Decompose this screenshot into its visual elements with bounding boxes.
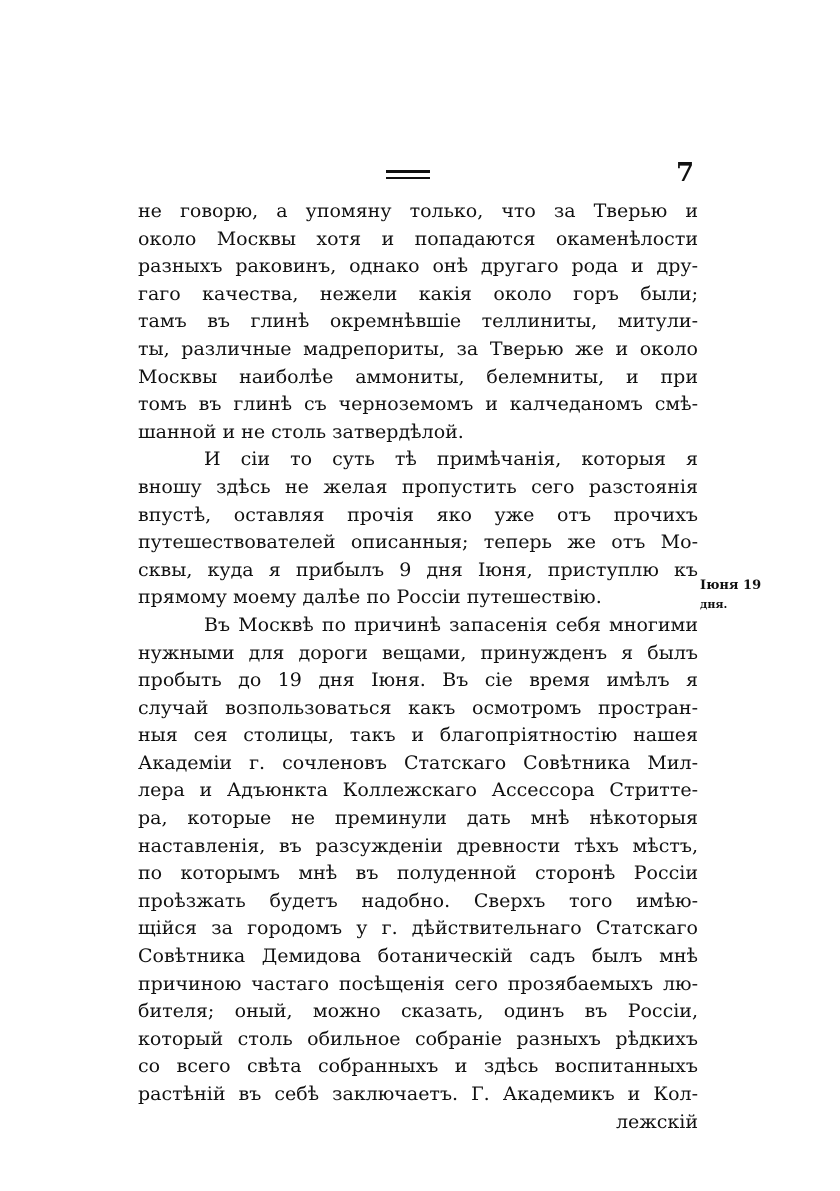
text-line: шанной и не столь затвердѣлой.: [138, 420, 464, 443]
text-line: Совѣтника Демидова ботаническій садъ былъ мнѣ: [138, 945, 698, 968]
text-line: нужными для дороги вещами, принужденъ я былъ: [138, 641, 698, 664]
text-line: причиною частаго посѣщенія сего прозябаемыхъ лю-: [138, 972, 698, 995]
text-line: гаго качества, нежели какія около горъ были;: [138, 282, 698, 305]
text-line: томъ въ глинѣ съ черноземомъ и калчеданомъ смѣ-: [138, 393, 698, 416]
text-line: сквы, куда я прибылъ 9 дня Іюня, приступлю къ: [138, 558, 698, 581]
text-line: проѣзжать будетъ надобно. Сверхъ того имѣю-: [138, 889, 698, 912]
text-line: прямому моему далѣе по Россіи путешествію.: [138, 586, 602, 609]
page-number: 7: [676, 158, 695, 188]
text-line: путешествователей описанныя; теперь же отъ Мо-: [138, 531, 698, 554]
text-line: не говорю, а упомяну только, что за Тверью и: [138, 200, 698, 222]
header-ornament-rule: [386, 170, 430, 179]
text-line: со всего свѣта собранныхъ и здѣсь воспитанныхъ: [138, 1055, 698, 1078]
margin-note-date-suffix: дня.: [700, 598, 728, 611]
body-text: [138, 198, 698, 1136]
text-line: ныя сея столицы, такъ и благопріятностію нашея: [138, 724, 698, 747]
text-line: бителя; оный, можно сказать, одинъ въ Россіи,: [138, 1000, 698, 1023]
margin-note-date: Iюня 19: [700, 578, 762, 593]
text-line: И сіи то суть тѣ примѣчанія, которыя я: [204, 448, 698, 471]
text-line: щійся за городомъ у г. дѣйствительнаго Статскаго: [138, 917, 698, 940]
text-line: растѣній въ себѣ заключаетъ. Г. Академикъ и Кол-: [138, 1083, 698, 1105]
text-line: пробыть до 19 дня Іюня. Въ сіе время имѣлъ я: [138, 669, 698, 692]
text-line: Москвы наиболѣе аммониты, белемниты, и при: [138, 365, 698, 388]
text-line: наставленія, въ разсужденіи древности тѣхъ мѣстъ,: [138, 834, 698, 857]
text-line: впустѣ, оставляя прочія яко уже отъ прочихъ: [138, 503, 698, 526]
text-line: Въ Москвѣ по причинѣ запасенія себя многими: [204, 613, 698, 636]
text-line: разныхъ раковинъ, однако онѣ другаго рода и дру-: [138, 255, 698, 278]
text-line: тамъ въ глинѣ окремнѣвшіе теллиниты, митули-: [138, 310, 698, 333]
text-line: ра, которые не преминули дать мнѣ нѣкоторыя: [138, 807, 698, 830]
text-line: вношу здѣсь не желая пропустить сего разстоянія: [138, 475, 698, 498]
catchword: лежскій: [615, 1110, 698, 1133]
text-line: случай возпользоваться какъ осмотромъ простран-: [138, 696, 698, 719]
text-line: по которымъ мнѣ въ полуденной сторонѣ Россіи: [138, 862, 698, 885]
text-line: который столь обильное собраніе разныхъ рѣдкихъ: [138, 1027, 698, 1050]
text-line: лера и Адъюнкта Коллежскаго Ассессора Стритте-: [138, 779, 698, 802]
text-line: Академіи г. сочленовъ Статскаго Совѣтника Мил-: [138, 751, 698, 774]
text-line: ты, различные мадрепориты, за Тверью же и около: [138, 337, 698, 360]
text-line: около Москвы хотя и попадаются окаменѣлости: [138, 227, 698, 250]
